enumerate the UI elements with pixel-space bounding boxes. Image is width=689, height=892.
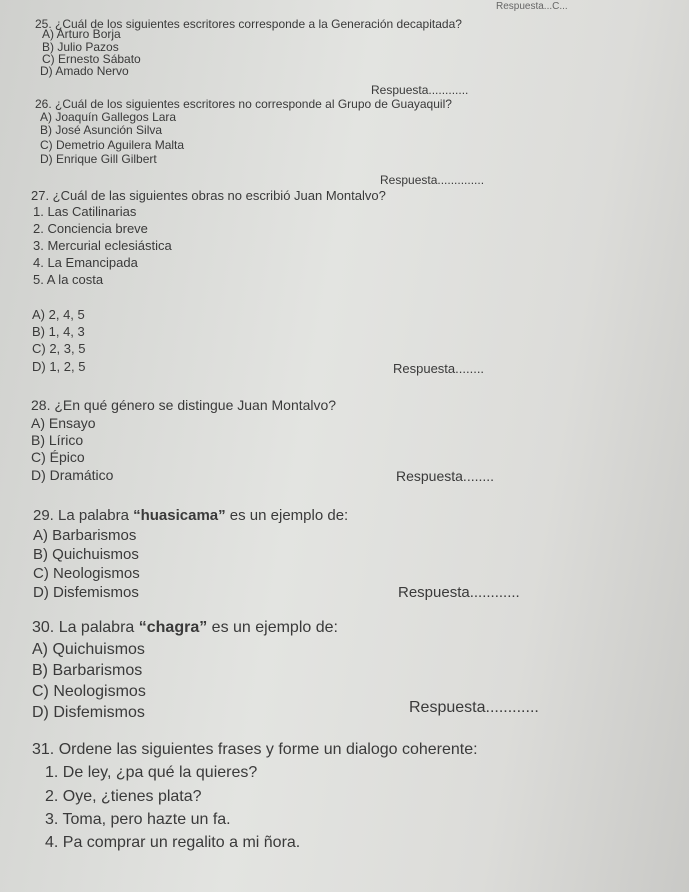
q27-option-b: B) 1, 4, 3	[32, 324, 85, 339]
q30-option-b: B) Barbarismos	[32, 662, 143, 679]
q26-option-b: B) José Asunción Silva	[40, 123, 163, 137]
q30-keyword: “chagra”	[138, 619, 208, 636]
q30-option-d: D) Disfemismos	[32, 704, 145, 721]
q28-option-c: C) Épico	[31, 449, 85, 465]
q28-option-b: B) Lírico	[31, 432, 84, 448]
q31-item-3: 3. Toma, pero hazte un fa.	[45, 811, 231, 828]
q27-option-a: A) 2, 4, 5	[32, 307, 85, 322]
q30-answer: Respuesta............	[409, 699, 539, 716]
q29-option-b: B) Quichuismos	[33, 546, 139, 563]
q27-item-5: 5. A la costa	[33, 272, 104, 287]
q25-answer: Respuesta............	[371, 83, 469, 97]
question-31: 31. Ordene las siguientes frases y forme un dialogo coherente:	[32, 741, 478, 758]
q27-item-2: 2. Conciencia breve	[33, 221, 148, 236]
q30-option-a: A) Quichuismos	[32, 641, 145, 658]
q25-option-c: C) Ernesto Sábato	[42, 52, 141, 66]
q28-option-a: A) Ensayo	[31, 415, 96, 431]
q27-option-d: D) 1, 2, 5	[32, 359, 86, 374]
q31-item-1: 1. De ley, ¿pa qué la quieres?	[45, 764, 258, 781]
q31-item-4: 4. Pa comprar un regalito a mi ñora.	[45, 834, 301, 851]
question-27: 27. ¿Cuál de las siguientes obras no escribió Juan Montalvo?	[31, 188, 386, 203]
q25-option-b: B) Julio Pazos	[42, 40, 119, 54]
header-answer: Respuesta...C...	[496, 1, 568, 12]
q30-option-c: C) Neologismos	[32, 683, 146, 700]
q29-answer: Respuesta............	[398, 584, 520, 601]
q26-option-c: C) Demetrio Aguilera Malta	[40, 138, 185, 152]
q26-option-a: A) Joaquín Gallegos Lara	[40, 110, 177, 124]
q26-answer: Respuesta..............	[380, 173, 485, 187]
q27-option-c: C) 2, 3, 5	[32, 341, 86, 356]
q25-option-a: A) Arturo Borja	[42, 27, 121, 41]
question-26: 26. ¿Cuál de los siguientes escritores no corresponde al Grupo de Guayaquil?	[35, 97, 452, 111]
question-28: 28. ¿En qué género se distingue Juan Montalvo?	[31, 397, 337, 413]
q28-answer: Respuesta........	[396, 468, 495, 484]
q31-item-2: 2. Oye, ¿tienes plata?	[45, 788, 202, 805]
question-29: 29. La palabra “huasicama” es un ejemplo de:	[33, 507, 349, 524]
q28-option-d: D) Dramático	[31, 467, 114, 483]
q27-item-4: 4. La Emancipada	[33, 255, 138, 270]
q27-item-3: 3. Mercurial eclesiástica	[33, 238, 172, 253]
q29-option-a: A) Barbarismos	[33, 527, 137, 544]
q29-keyword: “huasicama”	[133, 507, 226, 524]
q27-item-1: 1. Las Catilinarias	[33, 204, 137, 219]
q25-option-d: D) Amado Nervo	[40, 64, 129, 78]
q26-option-d: D) Enrique Gill Gilbert	[40, 152, 157, 166]
question-25: 25. ¿Cuál de los siguientes escritores corresponde a la Generación decapitada?	[35, 17, 462, 31]
question-30: 30. La palabra “chagra” es un ejemplo de:	[32, 619, 338, 636]
q29-option-d: D) Disfemismos	[33, 584, 139, 601]
q27-answer: Respuesta........	[393, 361, 485, 376]
q29-option-c: C) Neologismos	[33, 565, 140, 582]
